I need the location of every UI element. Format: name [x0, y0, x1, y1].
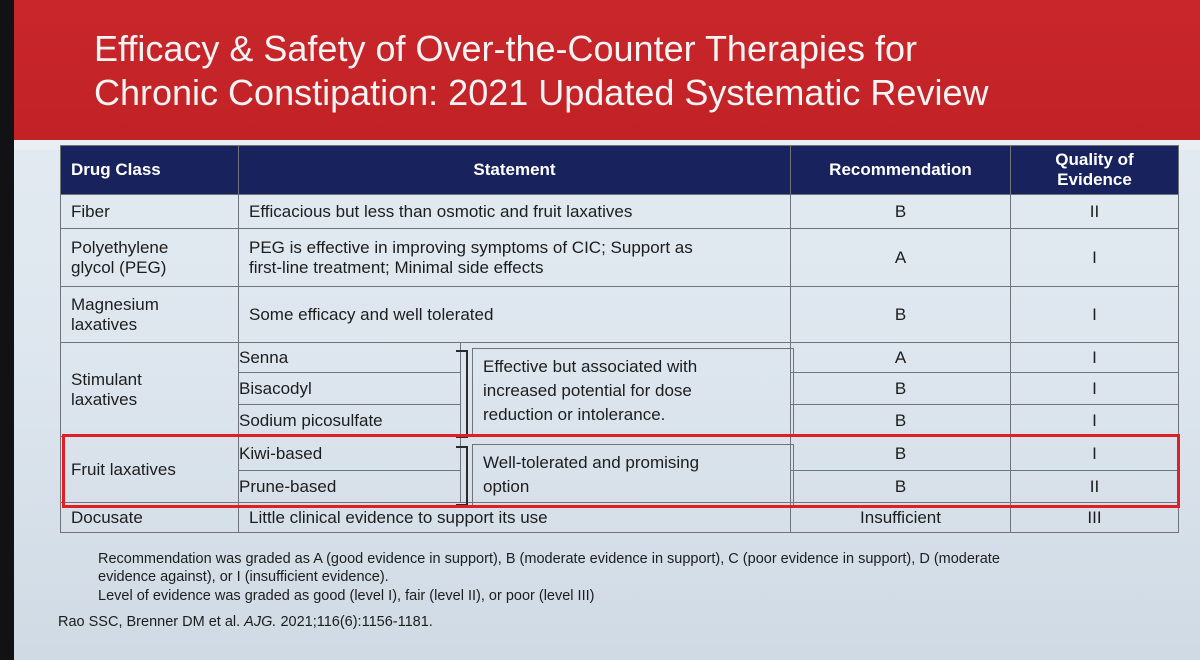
header-recommendation: Recommendation — [791, 146, 1011, 195]
presentation-slide — [14, 0, 1200, 660]
citation-authors: Rao SSC, Brenner DM et al. — [58, 614, 241, 630]
agent-sodium-picosulfate: Sodium picosulfate — [239, 405, 461, 437]
drug-class-magnesium — [61, 287, 239, 343]
drug-class-docusate: Docusate — [61, 503, 239, 533]
quality-magnesium: I — [1011, 287, 1179, 343]
table-row — [61, 287, 1179, 343]
quality-bisacodyl: I — [1011, 373, 1179, 405]
statement-peg-line-2: first-line treatment; Minimal side effects — [249, 257, 544, 277]
citation — [58, 614, 433, 630]
header-drug-class: Drug Class — [61, 146, 239, 195]
footnote-line-2: evidence against), or I (insufficient evidence). — [98, 569, 389, 585]
drug-class-peg-line-1: Polyethylene — [71, 237, 169, 257]
stimulant-note-line-3: reduction or intolerance. — [483, 405, 666, 424]
table-row — [61, 195, 1179, 229]
recommendation-bisacodyl: B — [791, 373, 1011, 405]
footnote-line-3: Level of evidence was graded as good (level I), fair (level II), or poor (level III) — [98, 588, 595, 604]
recommendation-sodium-picosulfate: B — [791, 405, 1011, 437]
recommendation-peg: A — [791, 229, 1011, 287]
statement-peg-line-1: PEG is effective in improving symptoms of CIC; Support as — [249, 237, 693, 257]
header-quality-line-1: Quality of — [1055, 150, 1134, 169]
citation-journal: AJG. — [244, 614, 277, 630]
recommendation-prune: B — [791, 471, 1011, 503]
agent-kiwi: Kiwi-based — [239, 437, 461, 471]
drug-class-magnesium-line-2: laxatives — [71, 314, 138, 334]
agent-senna: Senna — [239, 343, 461, 373]
fruit-note-line-2: option — [483, 477, 530, 496]
header-quality — [1011, 146, 1179, 195]
stimulant-note-line-2: increased potential for dose — [483, 381, 692, 400]
drug-class-peg-line-2: glycol (PEG) — [71, 257, 167, 277]
slide-title-line-1: Efficacy & Safety of Over-the-Counter Therapies for — [94, 28, 918, 69]
quality-prune: II — [1011, 471, 1179, 503]
header-quality-line-2: Evidence — [1057, 170, 1132, 189]
table-header-row — [61, 146, 1179, 195]
quality-sodium-picosulfate: I — [1011, 405, 1179, 437]
drug-class-stimulant — [61, 343, 239, 437]
fruit-note-line-1: Well-tolerated and promising — [483, 453, 700, 472]
drug-class-stimulant-line-1: Stimulant — [71, 369, 142, 389]
quality-fiber: II — [1011, 195, 1179, 229]
citation-details: 2021;116(6):1156-1181. — [280, 614, 433, 630]
recommendation-senna: A — [791, 343, 1011, 373]
statement-docusate: Little clinical evidence to support its use — [239, 503, 791, 533]
stimulant-bracket — [456, 350, 468, 438]
title-banner — [14, 0, 1200, 140]
drug-class-peg — [61, 229, 239, 287]
drug-class-magnesium-line-1: Magnesium — [71, 294, 159, 314]
recommendation-fiber: B — [791, 195, 1011, 229]
agent-bisacodyl: Bisacodyl — [239, 373, 461, 405]
quality-peg: I — [1011, 229, 1179, 287]
drug-class-fruit: Fruit laxatives — [61, 437, 239, 503]
footnote-line-1: Recommendation was graded as A (good evidence in support), B (moderate evidence in support), C (poor evidence in support), D (moderate — [98, 551, 1000, 567]
stimulant-note-box — [472, 348, 794, 436]
quality-kiwi: I — [1011, 437, 1179, 471]
drug-class-fiber: Fiber — [61, 195, 239, 229]
recommendation-kiwi: B — [791, 437, 1011, 471]
quality-senna: I — [1011, 343, 1179, 373]
recommendation-docusate: Insufficient — [791, 503, 1011, 533]
drug-class-stimulant-line-2: laxatives — [71, 389, 138, 409]
recommendation-magnesium: B — [791, 287, 1011, 343]
stimulant-note-line-1: Effective but associated with — [483, 357, 698, 376]
agent-prune: Prune-based — [239, 471, 461, 503]
header-statement: Statement — [239, 146, 791, 195]
statement-fiber: Efficacious but less than osmotic and fruit laxatives — [239, 195, 791, 229]
slide-title-line-2: Chronic Constipation: 2021 Updated Systematic Review — [94, 72, 989, 113]
quality-docusate: III — [1011, 503, 1179, 533]
statement-magnesium: Some efficacy and well tolerated — [239, 287, 791, 343]
table-row — [61, 229, 1179, 287]
statement-peg — [239, 229, 791, 287]
fruit-laxatives-highlight — [62, 434, 1180, 508]
